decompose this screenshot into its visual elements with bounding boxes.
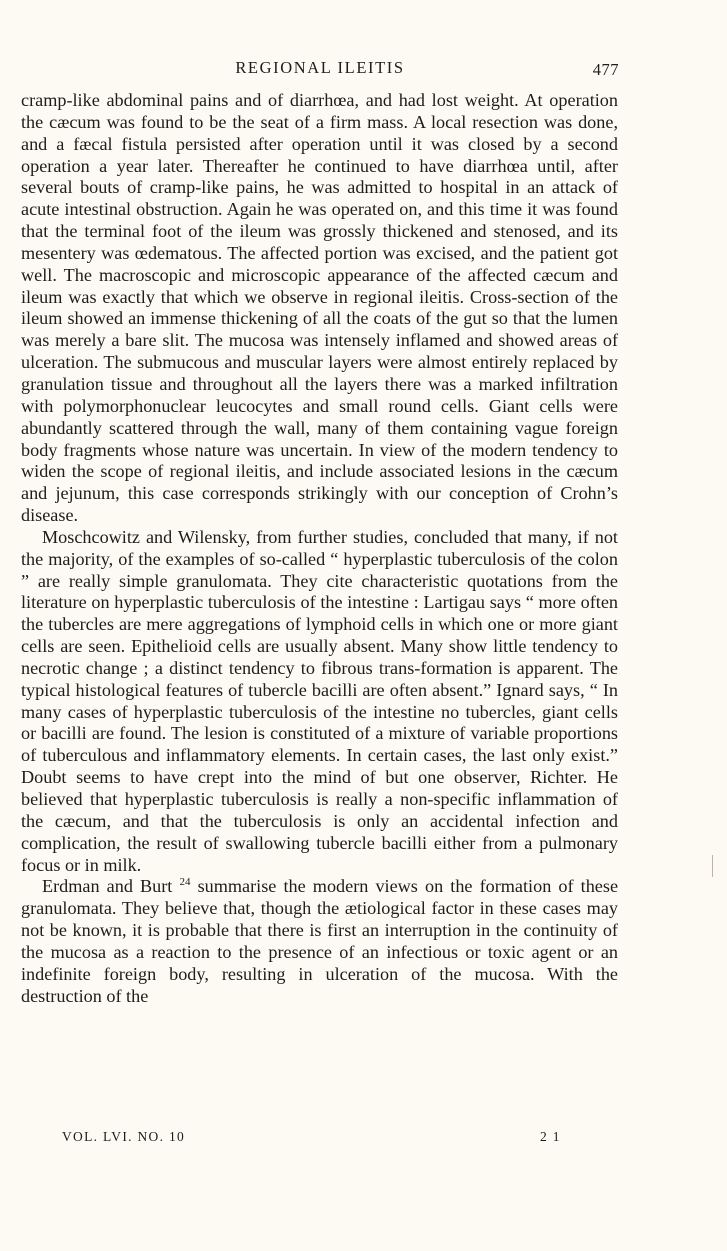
body-text xyxy=(21,90,618,1007)
signature-mark: 2 1 xyxy=(540,1129,561,1144)
volume-label: VOL. LVI. NO. 10 xyxy=(62,1129,186,1144)
paragraph-continued: cramp-like abdominal pains and of diarrhœa, and had lost weight. At operation the cæcum was found to be the seat of a firm mass. A local resection was done, and a fæcal fistula persisted after operation until it was closed by a second operation a year later. Thereafter he continued to have diarrhœa until, after several bouts of cramp-like pains, he was admitted to hospital in an attack of acute intestinal obstruction. Again he was operated on, and this time it was found that the terminal foot of the ileum was grossly thickened and stenosed, and its mesentery was œdematous. The affected portion was excised, and the patient got well. The macroscopic and microscopic appearance of the affected cæcum and ileum was exactly that which we observe in regional ileitis. Cross-section of the ileum showed an immense thickening of all the coats of the gut so that the lumen was merely a bare slit. The mucosa was intensely inflamed and showed areas of ulceration. The submucous and muscular layers were almost entirely replaced by granulation tissue and throughout all the layers there was a marked infiltration with polymorphonuclear leucocytes and small round cells. Giant cells were abundantly scattered through the wall, many of them containing vague foreign body fragments whose nature was uncertain. In view of the modern tendency to widen the scope of regional ileitis, and include associated lesions in the cæcum and jejunum, this case corresponds strikingly with our conception of Crohn’s disease. xyxy=(21,90,618,526)
running-head-title: REGIONAL ILEITIS xyxy=(235,58,405,77)
running-head xyxy=(0,58,727,82)
page-footer xyxy=(0,1129,727,1151)
page-number: 477 xyxy=(592,60,619,79)
paragraph-moschcowitz: Moschcowitz and Wilensky, from further studies, concluded that many, if not the majority, of the examples of so-called “ hyperplastic tuberculosis of the colon ” are really simple granulomata. They cite characteristic quotations from the literature on hyperplastic tuberculosis of the intestine : Lartigau says “ more often the tubercles are mere aggregations of lymphoid cells in which one or more giant cells are seen. Epithelioid cells are usually absent. Many show little tendency to necrotic change ; a distinct tendency to fibrous trans-formation is apparent. The typical histological features of tubercle bacilli are often absent.” Ignard says, “ In many cases of hyperplastic tuberculosis of the intestine no tubercles, giant cells or bacilli are found. The lesion is constituted of a mixture of variable proportions of tuberculous and inflammatory elements. In certain cases, the last only exist.” Doubt seems to have crept into the mind of but one observer, Richter. He believed that hyperplastic tuberculosis is really a non-specific inflammation of the cæcum, and that the tuberculosis is only an accidental infection and complication, the result of swallowing tubercle bacilli either from a pulmonary focus or in milk. xyxy=(21,526,618,875)
paragraph-erdman xyxy=(21,876,618,1007)
reference-superscript: 24 xyxy=(179,876,191,889)
margin-mark xyxy=(712,855,713,877)
paragraph-rest: summarise the modern views on the formation of these granulomata. They believe that, though the ætiological factor in these cases may not be known, it is probable that there is first an interruption in the continuity of the mucosa as a reaction to the presence of an infectious or toxic agent or an indefinite foreign body, resulting in ulceration of the mucosa. With the destruction of the xyxy=(21,876,619,1006)
paragraph-lead: Erdman and Burt xyxy=(42,876,173,897)
